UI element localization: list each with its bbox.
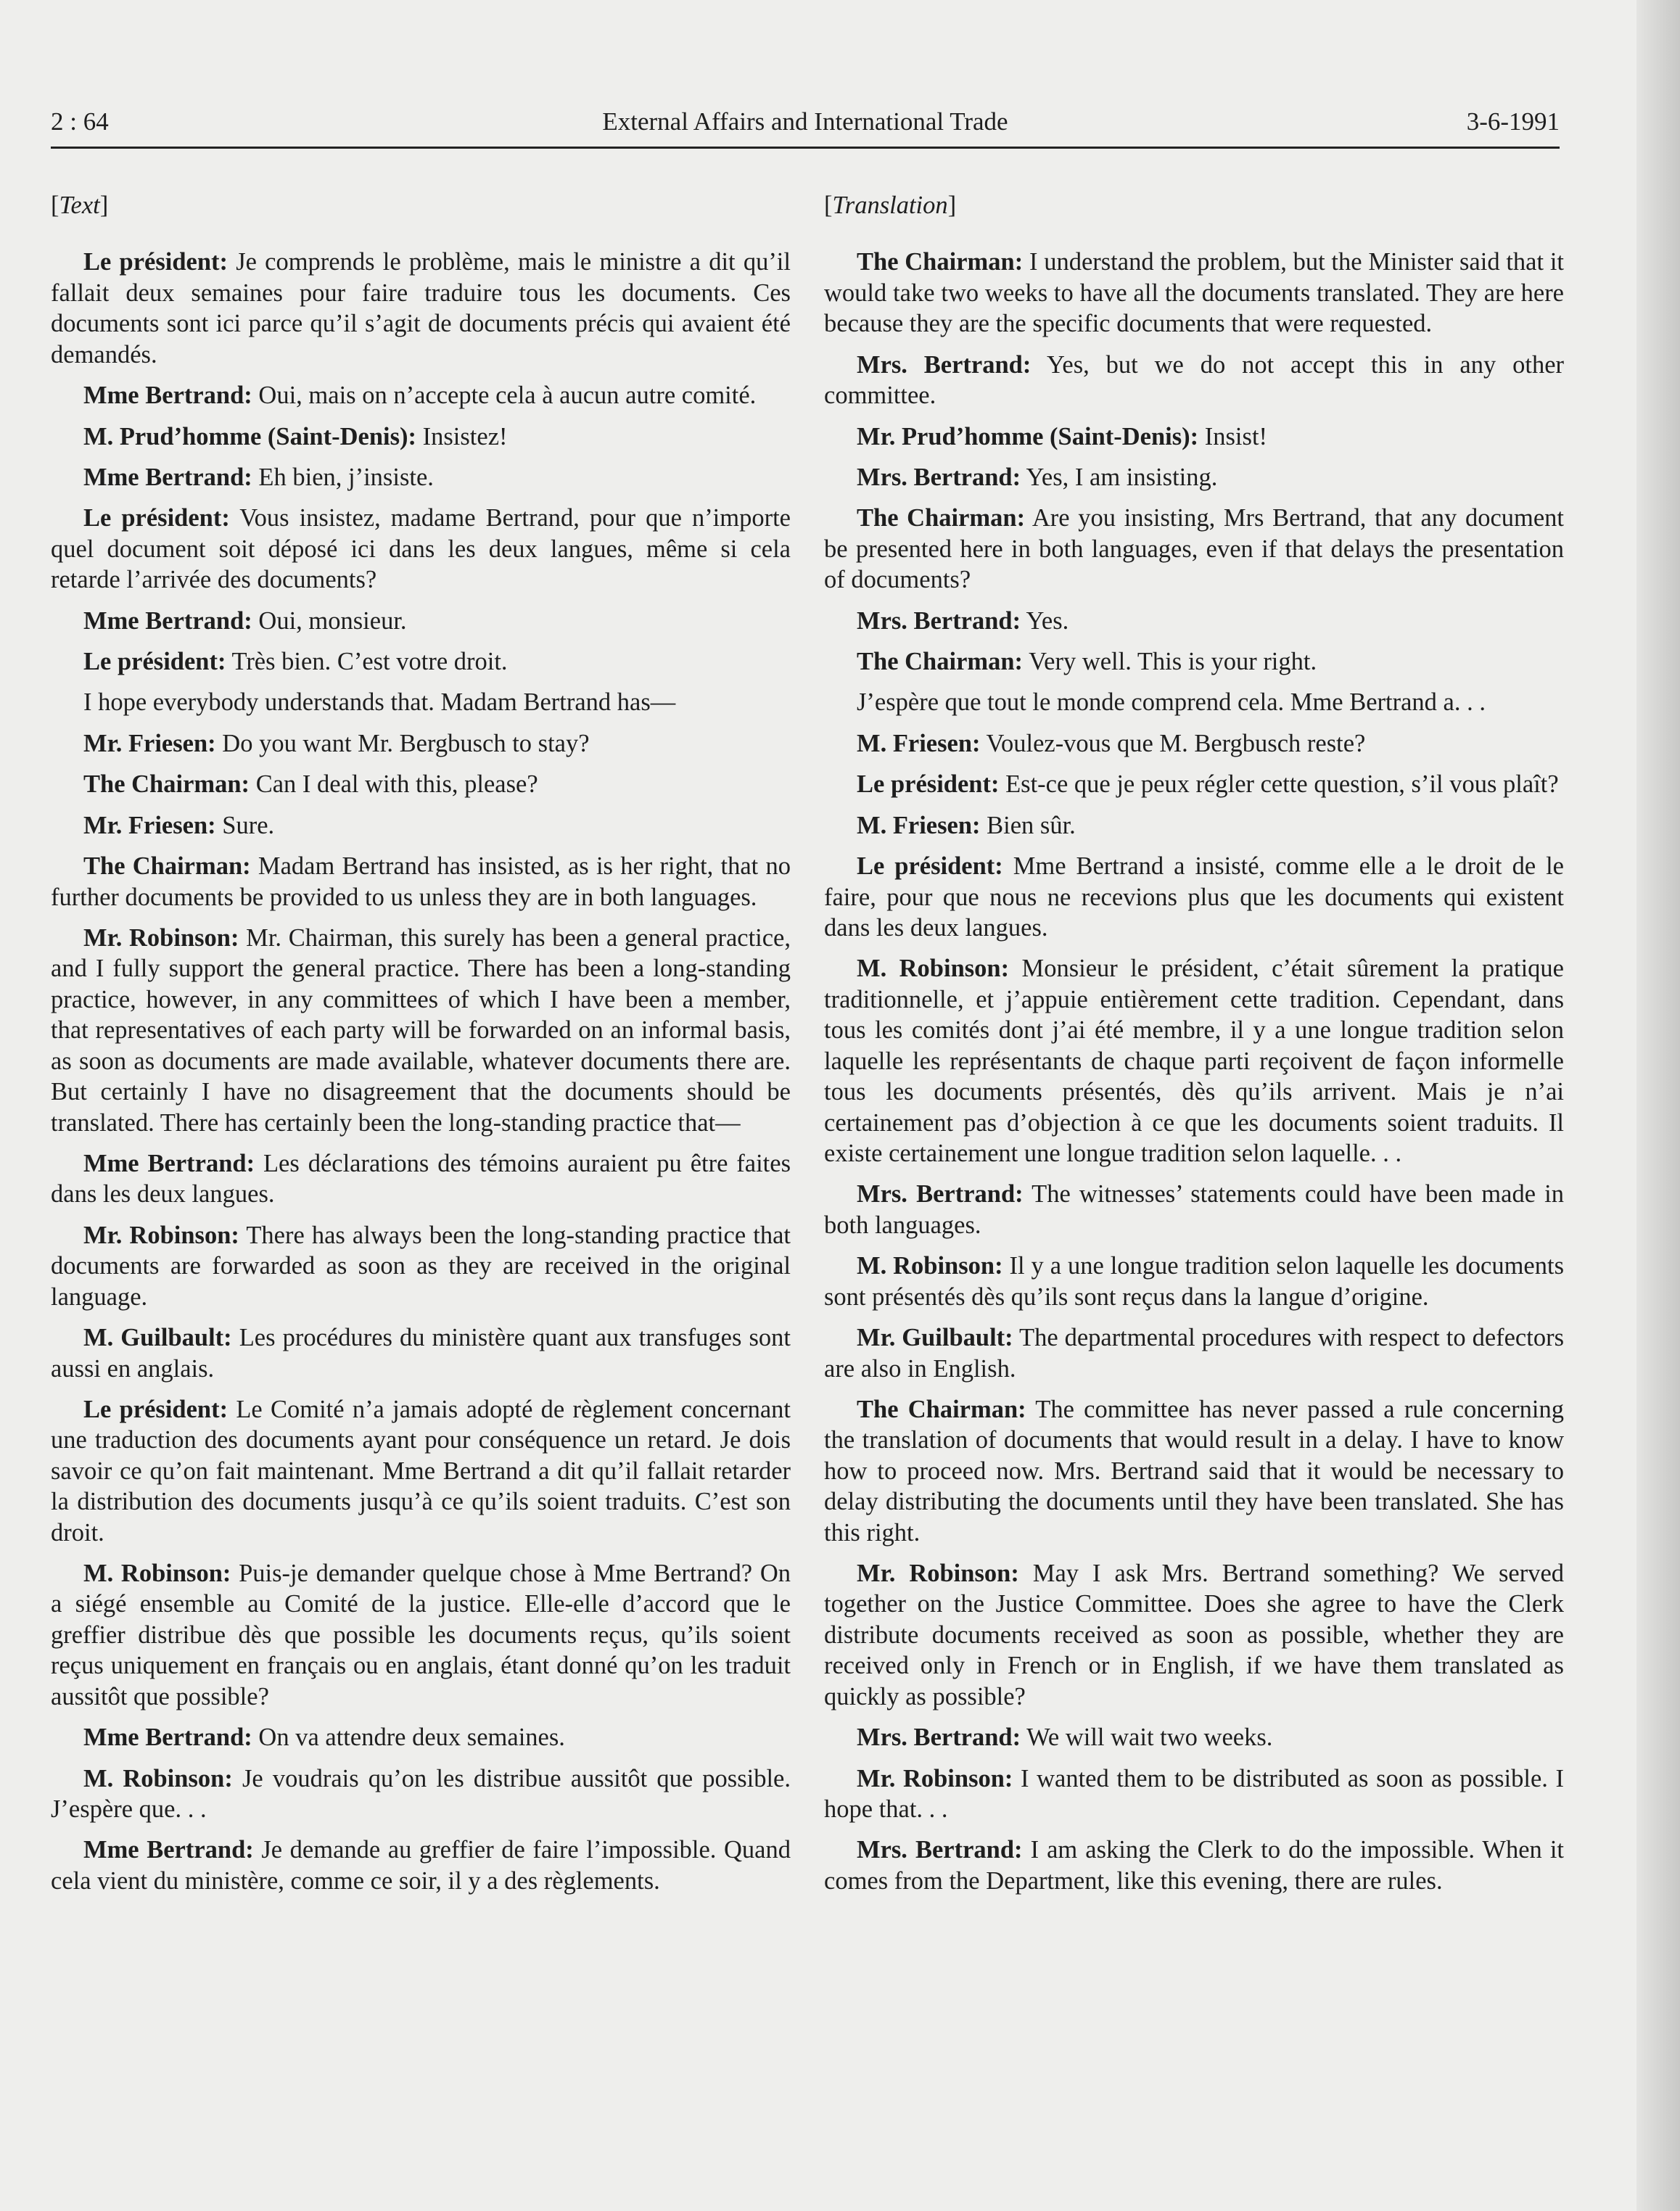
running-title: External Affairs and International Trade — [602, 107, 1008, 136]
speaker-name: Mr. Prud’homme (Saint-Denis): — [857, 422, 1199, 450]
speech-text: Yes. — [1021, 606, 1069, 635]
transcript-paragraph — [824, 421, 1564, 452]
speaker-name: Mme Bertrand: — [83, 382, 252, 410]
speech-text: Il y a une longue tradition selon laquelle les documents sont présentés dès qu’ils sont reçus dans la langue d’origine. — [824, 1252, 1564, 1311]
transcript-paragraph — [824, 1394, 1564, 1548]
transcript-paragraph — [51, 380, 791, 411]
speaker-name: Mrs. Bertrand: — [857, 1180, 1024, 1209]
speech-text: Puis-je demander quelque chose à Mme Bertrand? On a siégé ensemble au Comité de la justice. Elle-elle d’accord que le greffier distribue dès que possible les documents reçus, qu’ils soient reçus uniquement en français ou en anglais, étant donné qu’on les traduit aussitôt que possible? — [51, 1560, 791, 1710]
transcript-paragraph — [51, 606, 791, 636]
transcript-paragraph — [51, 687, 791, 717]
marker-label: Text — [59, 192, 100, 219]
transcript-paragraph — [824, 350, 1564, 411]
transcript-paragraph — [824, 1179, 1564, 1240]
speech-text: Vous insistez, madame Bertrand, pour que n’importe quel document soit déposé ici dans les deux langues, même si cela retarde l’arrivée des documents? — [51, 504, 791, 594]
speech-text: The committee has never passed a rule concerning the translation of documents that would result in a delay. I have to know how to proceed now. Mrs. Bertrand said that it would be necessary to delay distributing the documents until they have been translated. She has this right. — [824, 1395, 1564, 1547]
transcript-paragraph — [51, 728, 791, 759]
speech-text: I wanted them to be distributed as soon as possible. I hope that. . . — [824, 1764, 1564, 1823]
speaker-name: M. Robinson: — [857, 955, 1010, 983]
speaker-name: Mme Bertrand: — [83, 463, 252, 491]
transcript-paragraph — [824, 1558, 1564, 1712]
speaker-name: M. Robinson: — [857, 1252, 1003, 1280]
speaker-name: The Chairman: — [857, 248, 1024, 276]
marker-label: Translation — [832, 192, 948, 219]
speaker-name: The Chairman: — [83, 852, 251, 881]
speaker-name: Mrs. Bertrand: — [857, 350, 1032, 379]
speech-text: Les procédures du ministère quant aux transfuges sont aussi en anglais. — [51, 1324, 791, 1383]
speaker-name: Mrs. Bertrand: — [857, 1724, 1021, 1752]
transcript-paragraph — [824, 462, 1564, 493]
transcript-paragraph — [824, 503, 1564, 595]
transcript-paragraph — [51, 1148, 791, 1210]
speech-text: Monsieur le président, c’était sûrement la pratique traditionnelle, et j’appuie entièrement cette tradition. Cependant, dans tous les comités dont j’ai été membre, il y a une longue tradition selon laquelle les représentants de chaque parti reçoivent de façon informelle tous les documents présentés, dès qu’ils arrivent. Mais je n’ai certainement pas d’objection à ce que les documents soient traduits. Il existe certainement une longue tradition selon laquelle. . . — [824, 955, 1564, 1167]
speech-text: Yes, but we do not accept this in any other committee. — [824, 350, 1564, 410]
left-column-original-text — [51, 190, 791, 1906]
transcript-paragraph — [51, 1558, 791, 1712]
transcript-paragraph — [51, 769, 791, 799]
speech-text: J’espère que tout le monde comprend cela. Mme Bertrand a. . . — [857, 688, 1486, 717]
transcript-paragraph — [51, 1220, 791, 1312]
transcript-paragraph — [51, 1394, 791, 1548]
speaker-name: M. Robinson: — [83, 1560, 231, 1588]
speaker-name: Le président: — [857, 852, 1003, 881]
speaker-name: Mr. Friesen: — [83, 729, 216, 757]
transcript-paragraph — [51, 810, 791, 841]
speaker-name: Le président: — [83, 1395, 228, 1423]
speaker-name: The Chairman: — [83, 770, 250, 799]
transcript-paragraph — [824, 769, 1564, 799]
transcript-paragraph — [51, 1835, 791, 1896]
transcript-paragraph — [824, 687, 1564, 717]
transcript-paragraph — [51, 503, 791, 595]
transcript-paragraph — [51, 923, 791, 1138]
speech-text: Sure. — [215, 811, 275, 839]
speech-text: Est-ce que je peux régler cette question, s’il vous plaît? — [999, 770, 1559, 799]
language-marker: [Text] — [51, 192, 109, 219]
transcript-paragraph — [824, 1722, 1564, 1753]
speaker-name: M. Guilbault: — [83, 1324, 232, 1352]
transcript-paragraph — [824, 1835, 1564, 1896]
speech-text: Eh bien, j’insiste. — [252, 463, 434, 491]
transcript-paragraph — [824, 606, 1564, 636]
transcript-paragraph — [824, 1322, 1564, 1384]
speaker-name: Le président: — [857, 770, 1000, 799]
transcript-paragraph — [824, 851, 1564, 943]
transcript-paragraph — [51, 1722, 791, 1753]
speaker-name: The Chairman: — [857, 1395, 1026, 1423]
right-paragraphs — [824, 247, 1564, 1896]
speech-text: Are you insisting, Mrs Bertrand, that any document be presented here in both languages, even if that delays the presentation of documents? — [824, 504, 1564, 594]
transcript-paragraph — [824, 1251, 1564, 1312]
speech-text: The departmental procedures with respect to defectors are also in English. — [824, 1324, 1564, 1383]
speech-text: Je demande au greffier de faire l’impossible. Quand cela vient du ministère, comme ce soir, il y a des règlements. — [51, 1836, 791, 1895]
speech-text: I am asking the Clerk to do the impossible. When it comes from the Department, like this evening, there are rules. — [824, 1836, 1565, 1895]
speaker-name: Mme Bertrand: — [83, 1836, 254, 1864]
speaker-name: Mr. Robinson: — [83, 924, 239, 952]
speaker-name: The Chairman: — [857, 504, 1026, 532]
speech-text: Madam Bertrand has insisted, as is her right, that no further documents be provided to us unless they are in both languages. — [51, 852, 791, 911]
transcript-paragraph — [51, 421, 791, 452]
speaker-name: The Chairman: — [857, 648, 1024, 676]
speech-text: On va attendre deux semaines. — [252, 1724, 565, 1752]
transcript-paragraph — [51, 1763, 791, 1825]
transcript-paragraph — [824, 728, 1564, 759]
left-paragraphs — [51, 247, 791, 1896]
speech-text: Do you want Mr. Bergbusch to stay? — [215, 729, 590, 757]
speech-text: Can I deal with this, please? — [250, 770, 538, 799]
speech-text: Je voudrais qu’on les distribue aussitôt que possible. J’espère que. . . — [51, 1764, 791, 1823]
speech-text: Mr. Chairman, this surely has been a general practice, and I fully support the general practice. There has been a long-standing practice, however, in any committees of which I have been a member, that representatives of each party will be forwarded on an informal basis, as soon as documents are made available, whatever documents there are. But certainly I have no disagreement that the documents should be translated. There has certainly been the long-standing practice that— — [51, 924, 791, 1137]
sitting-date: 3-6-1991 — [1466, 107, 1560, 136]
transcript-paragraph — [51, 851, 791, 913]
speaker-name: Le président: — [83, 504, 230, 532]
transcript-paragraph — [51, 1322, 791, 1384]
speech-text: I understand the problem, but the Minister said that it would take two weeks to have all the documents translated. They are here because they are the specific documents that were requested. — [824, 248, 1564, 338]
speech-text: Oui, monsieur. — [252, 606, 407, 635]
transcript-paragraph — [824, 646, 1564, 677]
speech-text: Les déclarations des témoins auraient pu être faites dans les deux langues. — [51, 1149, 791, 1209]
speaker-name: Mrs. Bertrand: — [857, 1836, 1023, 1864]
speech-text: Bien sûr. — [980, 811, 1076, 839]
transcript-paragraph — [824, 1763, 1564, 1825]
speech-text: Le Comité n’a jamais adopté de règlement concernant une traduction des documents ayant pour conséquence un retard. Je dois savoir ce qu’on fait maintenant. Mme Bertrand a dit qu’il fallait retarder la distribution des documents jusqu’à ce qu’ils soient traduits. C’est son droit. — [51, 1395, 791, 1547]
speech-text: Très bien. C’est votre droit. — [226, 648, 508, 676]
speech-text: There has always been the long-standing practice that documents are forwarded as soon as they are received in the original language. — [51, 1221, 791, 1311]
page-number: 2 : 64 — [51, 107, 109, 136]
speech-text: Voulez-vous que M. Bergbusch reste? — [980, 729, 1366, 757]
transcript-paragraph — [51, 646, 791, 677]
transcript-paragraph — [51, 247, 791, 370]
transcript-paragraph — [824, 810, 1564, 841]
speaker-name: Mr. Robinson: — [857, 1764, 1013, 1792]
speech-text: May I ask Mrs. Bertrand something? We served together on the Justice Committee. Does she agree to have the Clerk distribute documents received as soon as possible, whether they are received only in French or in English, if we have them translated as quickly as possible? — [824, 1560, 1565, 1710]
speaker-name: M. Friesen: — [857, 811, 981, 839]
speaker-name: Mr. Friesen: — [83, 811, 216, 839]
speaker-name: Mme Bertrand: — [83, 1149, 255, 1177]
right-column-translation — [824, 190, 1564, 1906]
language-marker: [Translation] — [824, 192, 957, 219]
speech-text: Insistez! — [416, 422, 508, 450]
speaker-name: Mrs. Bertrand: — [857, 463, 1021, 491]
page-header — [51, 103, 1560, 149]
speech-text: Mme Bertrand a insisté, comme elle a le droit de le faire, pour que nous ne recevions plus que les documents qui existent dans les deux langues. — [824, 852, 1564, 942]
speaker-name: M. Robinson: — [83, 1764, 233, 1792]
speaker-name: Le président: — [83, 648, 226, 676]
speaker-name: Mme Bertrand: — [83, 606, 252, 635]
transcript-paragraph — [824, 953, 1564, 1169]
speech-text: Oui, mais on n’accepte cela à aucun autre comité. — [252, 382, 757, 410]
speech-text: Very well. This is your right. — [1023, 648, 1317, 676]
speaker-name: Mrs. Bertrand: — [857, 606, 1021, 635]
speaker-name: Mr. Guilbault: — [857, 1324, 1013, 1352]
page-edge-shadow — [1636, 0, 1680, 2211]
speaker-name: Mme Bertrand: — [83, 1724, 252, 1752]
speaker-name: Mr. Robinson: — [83, 1221, 239, 1249]
speaker-name: Mr. Robinson: — [857, 1560, 1019, 1588]
speech-text: Insist! — [1198, 422, 1268, 450]
speech-text: Je comprends le problème, mais le ministre a dit qu’il fallait deux semaines pour faire traduire tous les documents. Ces documents sont ici parce qu’il s’agit de documents précis qui avaient été demandés. — [51, 248, 791, 368]
transcript-paragraph — [51, 462, 791, 493]
speaker-name: M. Prud’homme (Saint-Denis): — [83, 422, 416, 450]
speech-text: I hope everybody understands that. Madam Bertrand has— — [83, 688, 676, 717]
speech-text: Yes, I am insisting. — [1021, 463, 1218, 491]
speaker-name: M. Friesen: — [857, 729, 981, 757]
transcript-paragraph — [824, 247, 1564, 339]
speech-text: The witnesses’ statements could have been made in both languages. — [824, 1180, 1564, 1239]
speech-text: We will wait two weeks. — [1021, 1724, 1273, 1752]
speaker-name: Le président: — [83, 248, 228, 276]
